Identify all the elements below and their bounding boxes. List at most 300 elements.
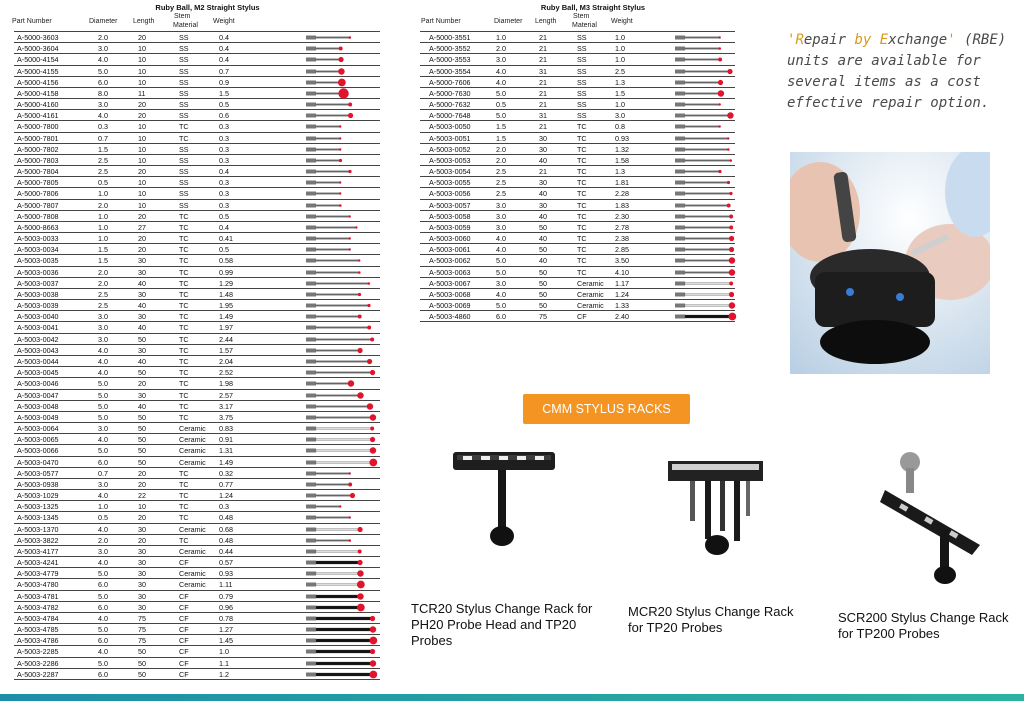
m2-header-material: Material (173, 22, 198, 29)
m3-cell-part-number: A-5003-0054 (429, 167, 471, 177)
m3-cell-part-number: A-5000-3551 (429, 33, 471, 42)
m3-cell-diameter: 4.0 (496, 234, 506, 244)
m2-cell-part-number: A-5000-7803 (17, 155, 59, 165)
m2-cell-part-number: A-5003-2286 (17, 658, 59, 668)
m2-cell-diameter: 3.0 (98, 334, 108, 344)
m2-table-row (14, 211, 380, 222)
m3-cell-part-number: A-5000-7648 (429, 111, 471, 121)
m2-cell-part-number: A-5003-1029 (17, 491, 59, 501)
m2-table-row (14, 345, 380, 356)
cmm-stylus-racks-button[interactable]: CMM STYLUS RACKS (523, 394, 690, 424)
m2-cell-weight: 1.49 (219, 457, 233, 467)
m2-table-row (14, 546, 380, 557)
m2-cell-stem-material: TC (179, 245, 189, 255)
m2-stylus-illustration (306, 669, 416, 680)
m2-cell-stem-material: SS (179, 144, 189, 154)
m3-cell-weight: 0.93 (615, 133, 629, 143)
m2-cell-diameter: 5.0 (98, 66, 108, 76)
m3-stylus-illustration (675, 66, 785, 77)
m2-cell-weight: 2.44 (219, 334, 233, 344)
m2-cell-length: 30 (138, 546, 146, 556)
m2-cell-part-number: A-5003-0049 (17, 412, 59, 422)
m3-cell-diameter: 1.0 (496, 33, 506, 42)
m2-cell-weight: 1.97 (219, 323, 233, 333)
m2-table-row (14, 367, 380, 378)
m2-cell-part-number: A-5003-0047 (17, 390, 59, 400)
m2-cell-length: 50 (138, 412, 146, 422)
m2-cell-part-number: A-5003-0038 (17, 289, 59, 299)
m3-cell-stem-material: SS (577, 55, 587, 65)
m2-cell-length: 10 (138, 133, 146, 143)
m2-cell-stem-material: CF (179, 558, 189, 568)
m3-stylus-illustration (675, 200, 785, 211)
m3-table-row (420, 267, 735, 278)
m3-cell-part-number: A-5003-0053 (429, 155, 471, 165)
m2-cell-length: 10 (138, 44, 146, 54)
m2-cell-diameter: 1.5 (98, 256, 108, 266)
mcr20-rack-image (660, 455, 770, 560)
rbe-quote-open: ' (787, 32, 796, 48)
m3-cell-diameter: 2.5 (496, 167, 506, 177)
m2-stylus-illustration (306, 110, 416, 121)
m3-table-row (420, 133, 735, 144)
m2-cell-stem-material: SS (179, 66, 189, 76)
m2-cell-diameter: 2.0 (98, 33, 108, 42)
m3-table-row (420, 144, 735, 155)
m2-cell-length: 30 (138, 256, 146, 266)
m3-cell-stem-material: Ceramic (577, 289, 604, 299)
rbe-word-epair: epair (803, 32, 855, 48)
m3-stylus-illustration (675, 278, 785, 289)
m2-cell-diameter: 4.0 (98, 368, 108, 378)
m2-table-row (14, 77, 380, 88)
m2-cell-length: 30 (138, 569, 146, 579)
m2-cell-weight: 1.29 (219, 278, 233, 288)
m2-cell-length: 30 (138, 602, 146, 612)
m3-cell-part-number: A-5003-0068 (429, 289, 471, 299)
m3-cell-weight: 1.3 (615, 77, 625, 87)
m2-cell-weight: 0.48 (219, 535, 233, 545)
m2-stylus-illustration (306, 166, 416, 177)
m2-cell-diameter: 2.5 (98, 301, 108, 311)
m2-cell-diameter: 4.0 (98, 558, 108, 568)
m2-cell-stem-material: TC (179, 234, 189, 244)
m3-stylus-illustration (675, 211, 785, 222)
m2-table-row (14, 66, 380, 77)
m3-cell-diameter: 5.0 (496, 111, 506, 121)
m2-cell-length: 20 (138, 379, 146, 389)
m3-cell-weight: 1.0 (615, 44, 625, 54)
m2-cell-part-number: A-5003-0044 (17, 356, 59, 366)
m2-cell-part-number: A-5003-4241 (17, 558, 59, 568)
m3-cell-weight: 1.32 (615, 144, 629, 154)
m2-cell-length: 30 (138, 267, 146, 277)
m2-cell-part-number: A-5003-1325 (17, 502, 59, 512)
m2-cell-diameter: 6.0 (98, 580, 108, 590)
m2-cell-part-number: A-5000-7804 (17, 167, 59, 177)
m2-cell-length: 22 (138, 491, 146, 501)
m3-stylus-table (418, 0, 738, 322)
m3-cell-stem-material: TC (577, 267, 587, 277)
m2-cell-diameter: 1.5 (98, 245, 108, 255)
m2-stylus-illustration (306, 423, 416, 434)
m2-cell-length: 10 (138, 66, 146, 76)
m2-cell-stem-material: SS (179, 100, 189, 110)
m2-cell-weight: 1.27 (219, 625, 233, 635)
m2-table-row (14, 568, 380, 579)
m3-cell-stem-material: SS (577, 66, 587, 76)
m2-cell-stem-material: TC (179, 401, 189, 411)
m2-cell-weight: 1.98 (219, 379, 233, 389)
m2-cell-diameter: 5.0 (98, 591, 108, 601)
m2-cell-diameter: 1.0 (98, 189, 108, 199)
m3-cell-diameter: 4.0 (496, 245, 506, 255)
m2-table-row (14, 222, 380, 233)
m3-table-title: Ruby Ball, M3 Straight Stylus (540, 3, 646, 12)
m2-cell-weight: 0.4 (219, 33, 229, 42)
m2-cell-weight: 0.3 (219, 189, 229, 199)
m2-cell-weight: 0.4 (219, 222, 229, 232)
m2-table-row (14, 669, 380, 680)
m2-cell-stem-material: CF (179, 636, 189, 646)
m2-cell-weight: 0.44 (219, 546, 233, 556)
m2-cell-length: 10 (138, 200, 146, 210)
m2-cell-stem-material: CF (179, 658, 189, 668)
m2-table-row (14, 110, 380, 121)
m2-cell-length: 50 (138, 457, 146, 467)
m2-cell-length: 40 (138, 301, 146, 311)
m2-table-row (14, 579, 380, 590)
m2-cell-stem-material: TC (179, 211, 189, 221)
m2-cell-stem-material: TC (179, 379, 189, 389)
m2-cell-length: 20 (138, 535, 146, 545)
footer-bar (0, 694, 1024, 701)
m3-header-material: Material (572, 22, 597, 29)
m3-cell-weight: 1.33 (615, 301, 629, 311)
m2-cell-length: 20 (138, 234, 146, 244)
m2-cell-diameter: 5.0 (98, 379, 108, 389)
m2-cell-weight: 1.0 (219, 647, 229, 657)
m3-cell-weight: 3.0 (615, 111, 625, 121)
m2-table-row (14, 390, 380, 401)
m2-cell-part-number: A-5003-2285 (17, 647, 59, 657)
m3-cell-part-number: A-5003-0061 (429, 245, 471, 255)
m3-cell-part-number: A-5003-0067 (429, 278, 471, 288)
m2-cell-diameter: 4.0 (98, 111, 108, 121)
m2-cell-stem-material: SS (179, 88, 189, 98)
m2-stylus-illustration (306, 646, 416, 657)
m2-stylus-illustration (306, 255, 416, 266)
m2-stylus-illustration (306, 479, 416, 490)
m3-cell-part-number: A-5003-0060 (429, 234, 471, 244)
m2-stylus-illustration (306, 289, 416, 300)
m3-stylus-illustration (675, 222, 785, 233)
m3-cell-weight: 1.3 (615, 167, 625, 177)
m2-table-row (14, 412, 380, 423)
m2-cell-weight: 0.68 (219, 524, 233, 534)
m2-cell-length: 40 (138, 278, 146, 288)
m2-cell-length: 20 (138, 167, 146, 177)
m3-table-row (420, 66, 735, 77)
m2-cell-diameter: 4.0 (98, 613, 108, 623)
m3-cell-length: 21 (539, 77, 547, 87)
m2-stylus-illustration (306, 546, 416, 557)
m2-stylus-illustration (306, 200, 416, 211)
m3-cell-length: 40 (539, 189, 547, 199)
m2-stylus-illustration (306, 144, 416, 155)
m3-cell-weight: 1.0 (615, 33, 625, 42)
m2-stylus-illustration (306, 624, 416, 635)
m2-cell-diameter: 6.0 (98, 636, 108, 646)
m2-cell-weight: 0.78 (219, 613, 233, 623)
m2-stylus-illustration (306, 468, 416, 479)
m3-table-row (420, 99, 735, 110)
m2-cell-part-number: A-5003-0035 (17, 256, 59, 266)
m2-stylus-illustration (306, 412, 416, 423)
m2-cell-length: 40 (138, 356, 146, 366)
m2-table-title: Ruby Ball, M2 Straight Stylus (155, 3, 260, 12)
m3-cell-weight: 1.83 (615, 200, 629, 210)
m2-table-row (14, 423, 380, 434)
m3-table-row (420, 110, 735, 121)
m2-cell-part-number: A-5003-0039 (17, 301, 59, 311)
m3-stylus-illustration (675, 244, 785, 255)
m2-cell-stem-material: TC (179, 368, 189, 378)
m2-cell-stem-material: TC (179, 278, 189, 288)
m3-stylus-illustration (675, 267, 785, 278)
m2-cell-stem-material: Ceramic (179, 580, 206, 590)
m2-stylus-illustration (306, 390, 416, 401)
m3-cell-weight: 1.58 (615, 155, 629, 165)
m2-cell-length: 20 (138, 479, 146, 489)
m2-cell-length: 50 (138, 424, 146, 434)
m2-cell-weight: 0.79 (219, 591, 233, 601)
m2-cell-diameter: 0.5 (98, 178, 108, 188)
m3-stylus-illustration (675, 32, 785, 43)
m3-cell-length: 50 (539, 278, 547, 288)
m3-table-row (420, 300, 735, 311)
rbe-word-xchange: xchange (888, 32, 948, 48)
m3-cell-stem-material: TC (577, 189, 587, 199)
scr200-caption: SCR200 Stylus Change Rack for TP200 Probes (838, 610, 1009, 641)
m2-cell-weight: 1.24 (219, 491, 233, 501)
m2-table-row (14, 289, 380, 300)
m2-table-row (14, 445, 380, 456)
m2-cell-weight: 0.7 (219, 66, 229, 76)
m2-stylus-illustration (306, 77, 416, 88)
m2-header-length: Length (133, 18, 155, 25)
m3-cell-diameter: 1.5 (496, 122, 506, 132)
m2-stylus-illustration (306, 311, 416, 322)
m2-stylus-illustration (306, 43, 416, 54)
m2-table-row (14, 535, 380, 546)
m2-cell-length: 50 (138, 658, 146, 668)
m2-cell-part-number: A-5003-0048 (17, 401, 59, 411)
m3-cell-part-number: A-5000-7606 (429, 77, 471, 87)
m3-stylus-illustration (675, 144, 785, 155)
m3-stylus-illustration (675, 177, 785, 188)
m2-header-weight: Weight (213, 18, 235, 25)
m2-cell-diameter: 2.0 (98, 200, 108, 210)
m2-cell-diameter: 3.0 (98, 424, 108, 434)
m2-cell-weight: 0.99 (219, 267, 233, 277)
m2-cell-diameter: 1.5 (98, 144, 108, 154)
m3-table-row (420, 244, 735, 255)
m2-cell-diameter: 4.0 (98, 524, 108, 534)
m2-cell-stem-material: TC (179, 356, 189, 366)
m2-cell-length: 30 (138, 345, 146, 355)
m2-cell-stem-material: TC (179, 122, 189, 132)
rbe-word-by: by (854, 32, 872, 48)
mcr20-caption: MCR20 Stylus Change Rack for TP20 Probes (628, 604, 794, 635)
m2-cell-part-number: A-5000-7807 (17, 200, 59, 210)
m2-table-row (14, 624, 380, 635)
m2-cell-part-number: A-5000-3604 (17, 44, 59, 54)
m3-table-row (420, 311, 735, 322)
m2-cell-diameter: 0.7 (98, 468, 108, 478)
m3-cell-diameter: 1.5 (496, 133, 506, 143)
m2-cell-part-number: A-5000-7801 (17, 133, 59, 143)
m2-cell-length: 10 (138, 189, 146, 199)
m2-cell-diameter: 5.0 (98, 625, 108, 635)
m2-cell-length: 20 (138, 111, 146, 121)
m2-table-row (14, 490, 380, 501)
m3-table-row (420, 289, 735, 300)
m2-cell-weight: 0.5 (219, 211, 229, 221)
m2-stylus-illustration (306, 635, 416, 646)
m2-cell-weight: 0.91 (219, 435, 233, 445)
m2-stylus-illustration (306, 233, 416, 244)
m3-cell-part-number: A-5000-3552 (429, 44, 471, 54)
m2-cell-weight: 0.4 (219, 44, 229, 54)
m2-cell-part-number: A-5000-7805 (17, 178, 59, 188)
m2-cell-weight: 0.3 (219, 122, 229, 132)
m2-table-row (14, 557, 380, 568)
m3-cell-stem-material: TC (577, 211, 587, 221)
m2-stylus-illustration (306, 524, 416, 535)
m2-cell-length: 50 (138, 334, 146, 344)
m2-cell-length: 20 (138, 33, 146, 42)
m2-cell-stem-material: TC (179, 133, 189, 143)
m3-table-row (420, 211, 735, 222)
m2-cell-diameter: 0.7 (98, 133, 108, 143)
tcr20-caption: TCR20 Stylus Change Rack for PH20 Probe Head and TP20 Probes (411, 601, 593, 648)
m2-table-row (14, 121, 380, 132)
m2-cell-weight: 0.3 (219, 200, 229, 210)
m2-stylus-table (0, 0, 380, 695)
m3-cell-length: 21 (539, 100, 547, 110)
m3-stylus-illustration (675, 88, 785, 99)
m2-cell-stem-material: TC (179, 513, 189, 523)
m2-table-row (14, 613, 380, 624)
m2-cell-weight: 0.58 (219, 256, 233, 266)
m2-cell-diameter: 2.5 (98, 167, 108, 177)
m2-cell-diameter: 2.5 (98, 289, 108, 299)
m2-cell-part-number: A-5003-0040 (17, 312, 59, 322)
m2-cell-part-number: A-5003-1345 (17, 513, 59, 523)
m2-cell-diameter: 3.0 (98, 312, 108, 322)
m2-cell-part-number: A-5003-0041 (17, 323, 59, 333)
m3-cell-length: 50 (539, 222, 547, 232)
m2-cell-diameter: 4.0 (98, 55, 108, 65)
m2-cell-length: 75 (138, 613, 146, 623)
m2-cell-weight: 0.32 (219, 468, 233, 478)
m2-stylus-illustration (306, 501, 416, 512)
m3-cell-diameter: 5.0 (496, 88, 506, 98)
m3-cell-diameter: 5.0 (496, 256, 506, 266)
m2-cell-diameter: 6.0 (98, 669, 108, 679)
m2-cell-weight: 0.4 (219, 55, 229, 65)
m2-cell-weight: 0.3 (219, 133, 229, 143)
m2-cell-length: 10 (138, 55, 146, 65)
m2-table-row (14, 311, 380, 322)
m3-cell-stem-material: SS (577, 111, 587, 121)
m2-stylus-illustration (306, 512, 416, 523)
m2-table-row (14, 88, 380, 99)
m3-stylus-illustration (675, 133, 785, 144)
m2-table-row (14, 155, 380, 166)
m2-cell-diameter: 2.0 (98, 267, 108, 277)
m2-table-row (14, 457, 380, 468)
rbe-letter-e: E (879, 32, 889, 48)
m2-cell-length: 30 (138, 390, 146, 400)
m3-cell-part-number: A-5000-7630 (429, 88, 471, 98)
m2-cell-length: 20 (138, 245, 146, 255)
m2-cell-weight: 0.4 (219, 167, 229, 177)
m2-cell-weight: 0.3 (219, 155, 229, 165)
m2-stylus-illustration (306, 211, 416, 222)
m2-cell-weight: 0.9 (219, 77, 229, 87)
m2-cell-stem-material: TC (179, 390, 189, 400)
m3-cell-length: 21 (539, 44, 547, 54)
m2-cell-length: 20 (138, 468, 146, 478)
m3-cell-length: 21 (539, 88, 547, 98)
m2-table-row (14, 133, 380, 144)
m3-stylus-illustration (675, 300, 785, 311)
m2-cell-diameter: 1.0 (98, 222, 108, 232)
m3-cell-length: 31 (539, 111, 547, 121)
m3-cell-length: 30 (539, 178, 547, 188)
m2-cell-part-number: A-5003-2287 (17, 669, 59, 679)
m3-cell-part-number: A-5003-0057 (429, 200, 471, 210)
m2-table-row (14, 322, 380, 333)
m2-cell-part-number: A-5003-0066 (17, 446, 59, 456)
m2-table-row (14, 658, 380, 669)
m2-header-part: Part Number (12, 18, 52, 25)
m2-cell-length: 75 (138, 636, 146, 646)
m3-cell-weight: 1.5 (615, 88, 625, 98)
m2-cell-weight: 0.41 (219, 234, 233, 244)
m2-table-row (14, 267, 380, 278)
m2-cell-diameter: 4.0 (98, 435, 108, 445)
m2-cell-stem-material: TC (179, 301, 189, 311)
m2-cell-part-number: A-5000-4161 (17, 111, 59, 121)
m3-cell-diameter: 5.0 (496, 301, 506, 311)
m3-cell-length: 30 (539, 144, 547, 154)
m2-cell-part-number: A-5000-7806 (17, 189, 59, 199)
m2-stylus-illustration (306, 155, 416, 166)
m2-cell-diameter: 2.0 (98, 278, 108, 288)
m2-cell-stem-material: TC (179, 222, 189, 232)
scr200-rack-image (880, 450, 990, 590)
m3-cell-length: 50 (539, 301, 547, 311)
m2-table-row (14, 434, 380, 445)
m2-cell-length: 40 (138, 401, 146, 411)
m3-stylus-illustration (675, 43, 785, 54)
m2-cell-weight: 0.93 (219, 569, 233, 579)
m3-cell-stem-material: TC (577, 234, 587, 244)
m2-cell-diameter: 1.0 (98, 211, 108, 221)
